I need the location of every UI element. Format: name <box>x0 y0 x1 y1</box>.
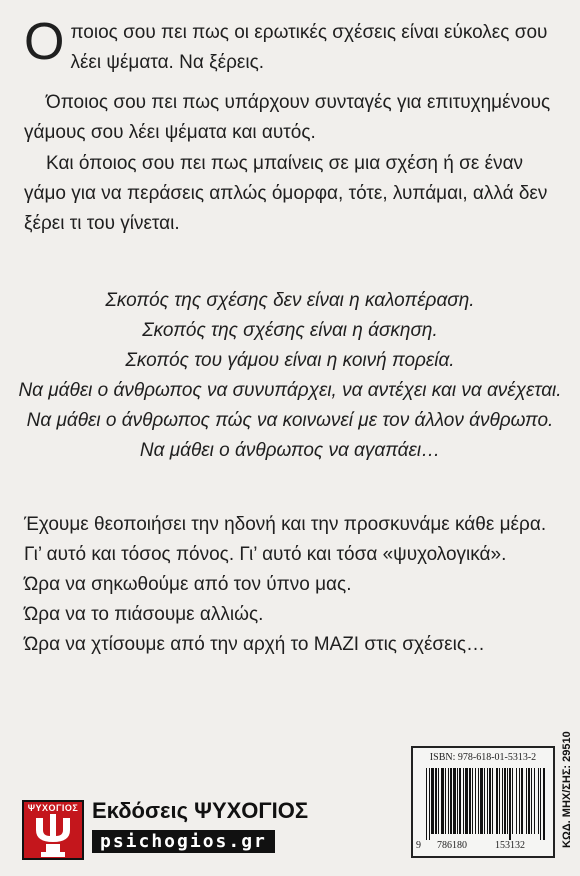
barcode-bar <box>457 768 458 834</box>
barcode-bar <box>465 768 468 834</box>
barcode-digits-right: 153132 <box>495 840 525 851</box>
barcode-bar <box>543 768 545 840</box>
closing-line: Γι’ αυτό και τόσος πόνος. Γι’ αυτό και τόσα «ψυχολογικά». <box>24 544 507 565</box>
closing-line: Ώρα να το πιάσουμε αλλιώς. <box>24 604 264 625</box>
barcode-bar <box>426 768 427 840</box>
barcode-bar <box>448 768 449 834</box>
barcode-bar <box>453 768 456 834</box>
barcode-bar <box>492 768 493 834</box>
barcode-bar <box>526 768 527 834</box>
barcode-bar <box>480 768 483 834</box>
barcode-bar <box>499 768 500 834</box>
barcode-bar <box>509 768 511 840</box>
barcode-bar <box>507 768 508 834</box>
closing-line: Ώρα να χτίσουμε από την αρχή το ΜΑΖΙ στις σχέσεις… <box>24 634 485 655</box>
barcode-bar <box>438 768 439 834</box>
closing-line: Ώρα να σηκωθούμε από τον ύπνο μας. <box>24 574 352 595</box>
closing-block <box>24 510 546 660</box>
publisher-block <box>22 798 352 862</box>
product-code: ΚΩΔ. ΜΗΧ/ΣΗΣ: 29510 <box>561 731 573 848</box>
barcode-bar <box>459 768 461 834</box>
barcode-bar <box>538 768 539 834</box>
barcode-bar <box>435 768 437 834</box>
barcode-bar <box>450 768 452 834</box>
barcode-bar <box>502 768 503 834</box>
italic-quote-block <box>0 286 580 466</box>
barcode-bar <box>441 768 444 834</box>
barcode-bar <box>429 768 430 840</box>
barcode-bar <box>504 768 506 834</box>
barcode-bar <box>519 768 520 834</box>
barcode-digit-first: 9 <box>416 840 421 851</box>
isbn-text: ISBN: 978-618-01-5313-2 <box>429 752 537 763</box>
barcode-bar <box>469 768 471 834</box>
intro-paragraph-2: Όποιος σου πει πως υπάρχουν συνταγές για επιτυχημένους γάμους σου λέει ψέματα και αυτός. <box>24 92 551 143</box>
barcode-bar <box>521 768 523 834</box>
barcode-bar <box>472 768 473 834</box>
intro-paragraph-1-text: ποιος σου πει πως οι ερωτικές σχέσεις είναι εύκολες σου λέει ψέματα. Να ξέρεις. <box>70 22 548 73</box>
closing-line: Έχουμε θεοποιήσει την ηδονή και την προσκυνάμε κάθε μέρα. <box>24 514 547 535</box>
italic-line: Σκοπός της σχέσης είναι η άσκηση. <box>142 320 438 341</box>
barcode-bar <box>489 768 491 834</box>
intro-paragraph-3: Και όποιος σου πει πως μπαίνεις σε μια σχέση ή σε έναν γάμο για να περάσεις απλώς όμορφα, τότε, λυπάμαι, αλλά δεν ξέρει τι του γίνεται. <box>24 153 548 234</box>
barcode-icon <box>418 768 550 840</box>
barcode-bar <box>496 768 498 834</box>
barcode-bar <box>484 768 485 834</box>
publisher-logo <box>22 800 84 860</box>
italic-line: Σκοπός της σχέσης δεν είναι η καλοπέραση. <box>105 290 475 311</box>
barcode-bar <box>478 768 479 834</box>
intro-paragraph-1 <box>24 13 556 78</box>
psi-icon <box>33 814 73 858</box>
barcode-digits-left: 786180 <box>437 840 467 851</box>
publisher-url: psichogios.gr <box>92 830 275 853</box>
isbn-barcode <box>411 746 555 858</box>
italic-line: Σκοπός του γάμου είναι η κοινή πορεία. <box>125 350 455 371</box>
barcode-bar <box>534 768 535 834</box>
barcode-bar <box>516 768 517 834</box>
barcode-bar <box>540 768 541 840</box>
barcode-bar <box>463 768 464 834</box>
barcode-bar <box>512 768 513 834</box>
logo-wordmark: ΨΥΧΟΓΙΟΣ <box>27 803 79 813</box>
barcode-bar <box>531 768 532 834</box>
barcode-bar <box>475 768 476 834</box>
publisher-name: Εκδόσεις ΨΥΧΟΓΙΟΣ <box>92 798 309 823</box>
barcode-bar <box>445 768 446 834</box>
barcode-bar <box>431 768 434 834</box>
italic-line: Να μάθει ο άνθρωπος να αγαπάει… <box>139 440 441 461</box>
barcode-bar <box>528 768 530 834</box>
barcode-bar <box>487 768 488 834</box>
italic-line: Να μάθει ο άνθρωπος πώς να κοινωνεί με τον άλλον άνθρωπο. <box>26 410 554 431</box>
drop-cap: Ο <box>24 13 65 71</box>
italic-line: Να μάθει ο άνθρωπος να συνυπάρχει, να αντέχει και να ανέχεται. <box>18 380 562 401</box>
